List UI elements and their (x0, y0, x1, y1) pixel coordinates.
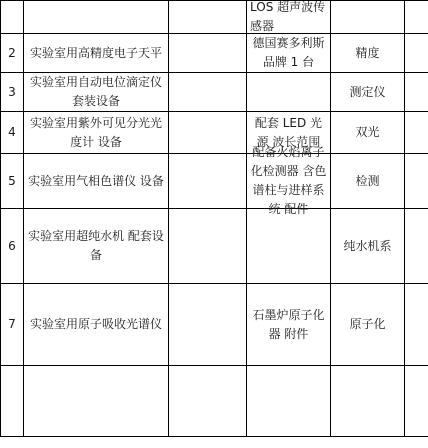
item-qty (331, 284, 404, 365)
item-name-text: 实验室用高精度电子天平 (29, 45, 162, 60)
item-name (24, 209, 168, 283)
row-number (1, 112, 23, 153)
item-name-text: 实验室用超纯水机 配套设备 (28, 229, 164, 262)
item-qty (331, 154, 404, 208)
item-name (24, 366, 168, 436)
item-qty-text: 双光 (355, 125, 380, 139)
item-qty-text: 测定仪 (349, 84, 386, 99)
item-name (24, 1, 168, 33)
item-spec (247, 284, 330, 365)
item-spec-text: 配备火焰离子化检测器 含色谱柱与进样系统 配件 (250, 145, 327, 216)
item-qty (331, 1, 404, 33)
row-number-text: 4 (8, 125, 16, 139)
item-qty (331, 112, 404, 153)
row-divider (0, 436, 428, 437)
row-number-text: 7 (8, 317, 16, 331)
item-name (24, 154, 168, 208)
row-number-text: 2 (8, 45, 16, 60)
row-number (1, 154, 23, 208)
item-name (24, 34, 168, 72)
item-name-text: 实验室用紫外可见分光光度计 设备 (29, 115, 162, 149)
item-spec (247, 1, 330, 33)
row-number-text: 5 (8, 173, 16, 188)
item-name-text: 实验室用气相色谱仪 设备 (28, 173, 164, 188)
item-qty-text: 检测 (355, 173, 380, 188)
item-spec (247, 366, 330, 436)
item-qty-text: 精度 (355, 45, 380, 60)
row-number-text: 6 (8, 238, 16, 253)
row-number (1, 73, 23, 111)
item-name (24, 73, 168, 111)
item-name-text: 实验室用原子吸收光谱仪 (29, 317, 162, 331)
row-number-text: 3 (8, 84, 16, 99)
item-qty (331, 73, 404, 111)
item-spec-text: 配套 LED 光源 波长范围 (254, 115, 323, 149)
item-name (24, 112, 168, 153)
item-qty (331, 209, 404, 283)
item-spec-text: 石墨炉原子化器 附件 (252, 307, 325, 341)
col-divider (404, 0, 405, 437)
row-number (1, 34, 23, 72)
item-spec-text: 德国赛多利斯品牌 1 台 (252, 36, 325, 69)
item-spec (247, 73, 330, 111)
row-number (1, 1, 23, 33)
item-name-text: 实验室用自动电位滴定仪 套装设备 (29, 75, 162, 108)
item-spec (247, 209, 330, 283)
item-qty (331, 34, 404, 72)
item-qty (331, 366, 404, 436)
item-spec (247, 145, 330, 216)
item-qty-text: 原子化 (349, 317, 386, 331)
row-number (1, 209, 23, 283)
item-spec (247, 34, 330, 72)
row-number (1, 284, 23, 365)
row-number (1, 366, 23, 436)
item-qty-text: 纯水机系 (343, 238, 392, 253)
col-divider (168, 0, 169, 437)
item-spec-text: LOS 超声波传感器 (250, 0, 326, 33)
item-name (24, 284, 168, 365)
